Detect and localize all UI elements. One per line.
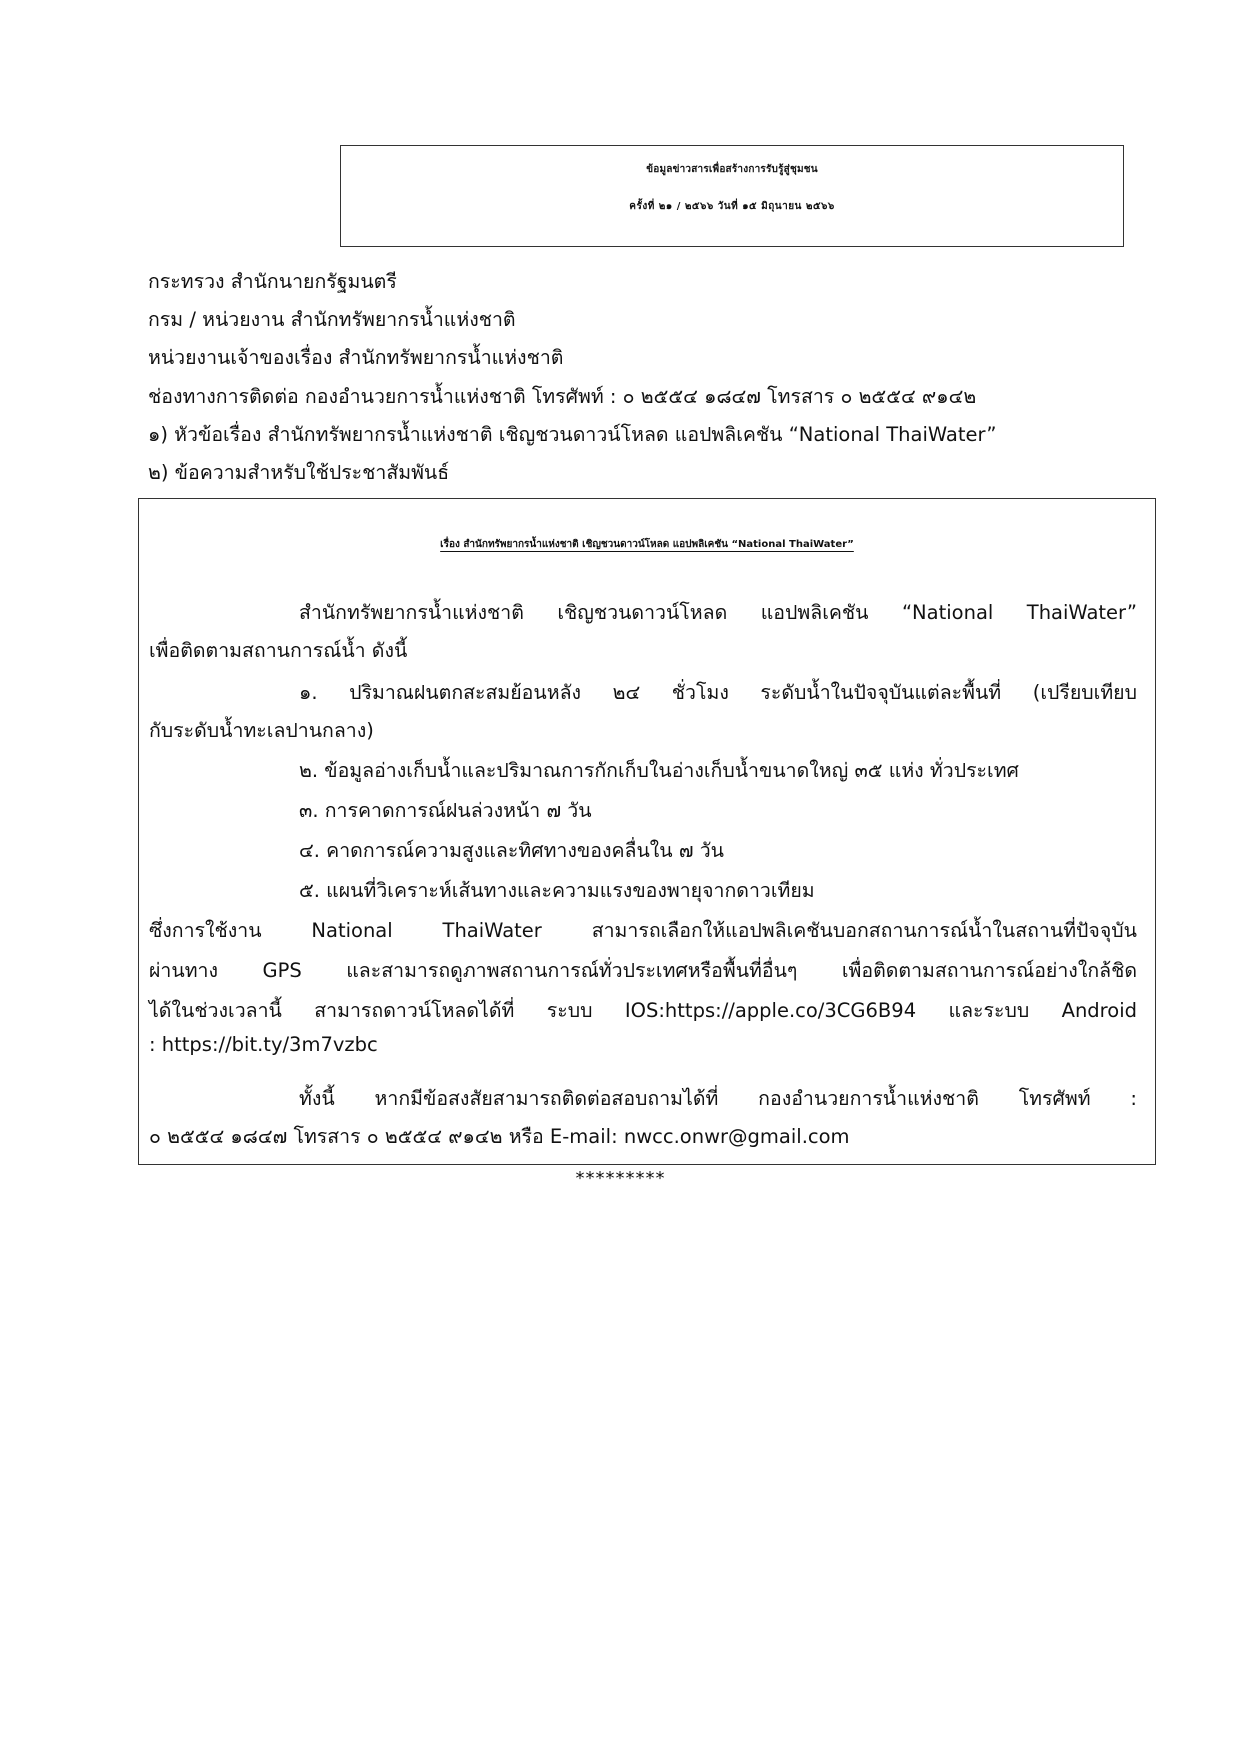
list-item-4: ๔. คาดการณ์ความสูงและทิศทางของคลื่นใน ๗ วัน — [299, 839, 724, 862]
usage-line-4: : https://bit.ty/3m7vzbc — [149, 1033, 378, 1056]
meta-owner: หน่วยงานเจ้าของเรื่อง สำนักทรัพยากรน้ำแห่งชาติ — [148, 346, 564, 369]
document-title: ข้อมูลข่าวสารเพื่อสร้างการรับรู้สู่ชุมชน — [646, 164, 818, 175]
meta-message-label: ๒) ข้อความสำหรับใช้ประชาสัมพันธ์ — [148, 461, 450, 484]
list-item-1-cont: กับระดับน้ำทะเลปานกลาง) — [149, 719, 374, 742]
closing-line-2: ๐ ๒๕๕๔ ๑๘๔๗ โทรสาร ๐ ๒๕๕๔ ๙๑๔๒ หรือ E-mail: nwcc.onwr@gmail.com — [149, 1125, 850, 1148]
meta-ministry: กระทรวง สำนักนายกรัฐมนตรี — [148, 270, 397, 293]
end-separator: ********* — [575, 1168, 666, 1189]
list-item-2: ๒. ข้อมูลอ่างเก็บน้ำและปริมาณการกักเก็บในอ่างเก็บน้ำขนาดใหญ่ ๓๕ แห่ง ทั่วประเทศ — [299, 759, 1019, 782]
usage-line-1: ซึ่งการใช้งาน National ThaiWater สามารถเลือกให้แอปพลิเคชันบอกสถานการณ์น้ำในสถานที่ปัจจุบัน — [149, 919, 1137, 942]
announcement-title: เรื่อง สำนักทรัพยากรน้ำแห่งชาติ เชิญชวนดาวน์โหลด แอปพลิเคชัน “National ThaiWater” — [440, 539, 854, 550]
meta-department: กรม / หน่วยงาน สำนักทรัพยากรน้ำแห่งชาติ — [148, 308, 516, 331]
header-box — [340, 145, 1124, 247]
document-issue-date: ครั้งที่ ๒๑ / ๒๕๖๖ วันที่ ๑๕ มิถุนายน ๒๕๖๖ — [629, 201, 835, 212]
intro-line-1: สำนักทรัพยากรน้ำแห่งชาติ เชิญชวนดาวน์โหลด แอปพลิเคชัน “National ThaiWater” — [299, 601, 1137, 624]
announcement-box — [138, 498, 1156, 1165]
closing-line-1: ทั้งนี้ หากมีข้อสงสัยสามารถติดต่อสอบถามได้ที่ กองอำนวยการน้ำแห่งชาติ โทรศัพท์ : — [299, 1087, 1137, 1110]
usage-line-2: ผ่านทาง GPS และสามารถดูภาพสถานการณ์ทั่วประเทศหรือพื้นที่อื่นๆ เพื่อติดตามสถานการณ์อย่างใกล้ชิด — [149, 959, 1137, 982]
list-item-3: ๓. การคาดการณ์ฝนล่วงหน้า ๗ วัน — [299, 799, 592, 822]
meta-topic: ๑) หัวข้อเรื่อง สำนักทรัพยากรน้ำแห่งชาติ เชิญชวนดาวน์โหลด แอปพลิเคชัน “National ThaiWater” — [148, 423, 997, 446]
usage-line-3: ได้ในช่วงเวลานี้ สามารถดาวน์โหลดได้ที่ ระบบ IOS:https://apple.co/3CG6B94 และระบบ Android — [149, 999, 1137, 1022]
intro-line-2: เพื่อติดตามสถานการณ์น้ำ ดังนี้ — [149, 639, 408, 662]
list-item-5: ๕. แผนที่วิเคราะห์เส้นทางและความแรงของพายุจากดาวเทียม — [299, 879, 815, 902]
meta-contact: ช่องทางการติดต่อ กองอำนวยการน้ำแห่งชาติ โทรศัพท์ : ๐ ๒๕๕๔ ๑๘๔๗ โทรสาร ๐ ๒๕๕๔ ๙๑๔๒ — [148, 385, 977, 408]
list-item-1: ๑. ปริมาณฝนตกสะสมย้อนหลัง ๒๔ ชั่วโมง ระดับน้ำในปัจจุบันแต่ละพื้นที่ (เปรียบเทียบ — [299, 681, 1137, 704]
